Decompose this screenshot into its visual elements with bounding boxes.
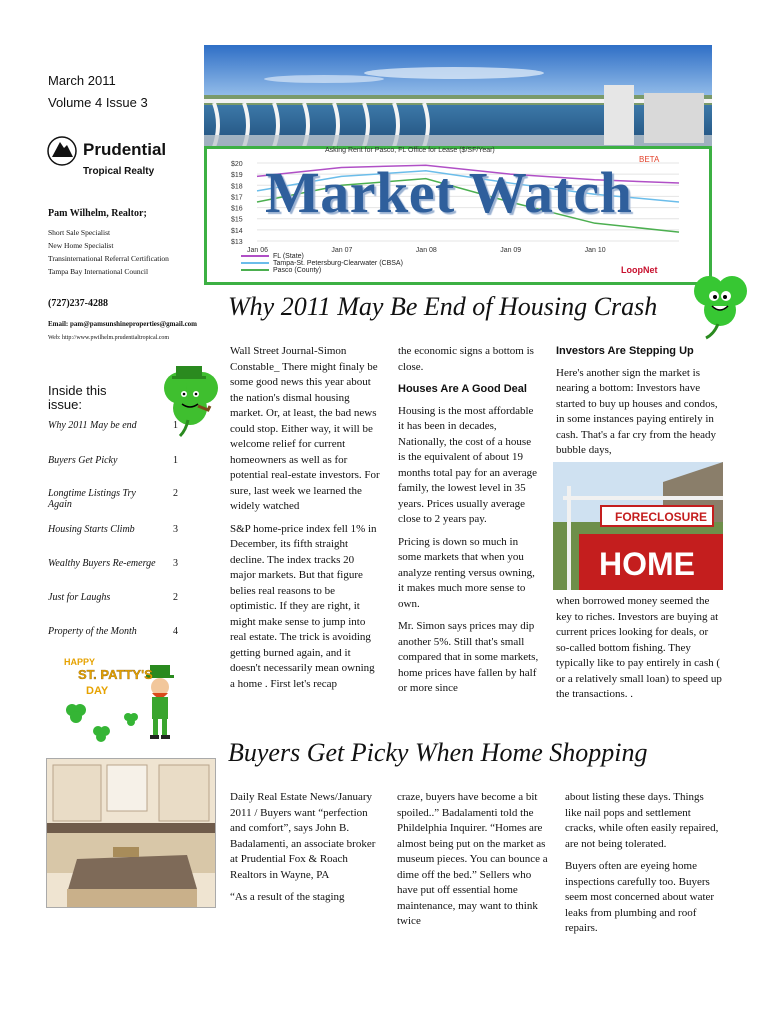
foreclosure-sign-text: FORECLOSURE — [615, 510, 708, 524]
y-tick-label: $14 — [231, 227, 243, 235]
prudential-logo — [47, 134, 177, 184]
chart-title: Asking Rent for Pasco, FL Office for Lease ($/SF/Year) — [325, 147, 495, 154]
specialty-item: Short Sale Specialist — [48, 228, 111, 237]
article1-paragraph: Housing is the most affordable it has been in decades, Nationally, the cost of a house is the equivalent of about 19 months total pay for an average family, the lowest level in 35 years. Prices usually average close to 2 years pay. — [398, 404, 537, 525]
masthead-title: Market Watch — [265, 160, 633, 225]
toc-title: Wealthy Buyers Re-emerge — [48, 558, 156, 569]
patty-line2: ST. PATTY'S — [78, 667, 153, 682]
article1-column2 — [398, 344, 540, 704]
y-tick-label: $19 — [231, 172, 243, 180]
chart-panel — [204, 146, 712, 285]
realtor-name: Pam Wilhelm, Realtor; — [48, 208, 147, 219]
y-tick-label: $17 — [231, 194, 243, 202]
article1-paragraph: Pricing is down so much in some markets that when you analyze renting versus owning, it makes much more sense to own. — [398, 535, 535, 610]
toc-title: Property of the Month — [48, 626, 137, 637]
article2-paragraph: craze, buyers have become a bit spoiled..” Badalamenti told the Phildelphia Inquirer. “Homes are almost being put on the market as museum pieces. You can bounce a dime off the bed.” Sellers who have put off essential home maintenance, may want to think twice — [397, 791, 548, 927]
article2-paragraph: Buyers often are eyeing home inspections carefully too. Buyers seem most concerned about water leaks from plumbing and roof repairs. — [565, 860, 715, 934]
toc-page: 1 — [173, 420, 178, 431]
x-tick-label: Jan 06 — [247, 247, 269, 254]
article2-column2 — [397, 790, 549, 937]
patty-line3: DAY — [86, 685, 109, 697]
specialty-item: Tampa Bay International Council — [48, 267, 149, 276]
rock-icon — [47, 136, 79, 166]
toc-page: 4 — [173, 626, 178, 637]
masthead — [204, 45, 712, 285]
toc-title: Longtime Listings Try Again — [48, 488, 136, 510]
kitchen-graphic — [47, 759, 215, 907]
specialty-item: Transinternational Referral Certification — [48, 254, 169, 263]
toc-item[interactable] — [48, 524, 178, 535]
issue-info — [48, 70, 148, 114]
specialty-item: New Home Specialist — [48, 241, 114, 250]
x-tick-label: Jan 08 — [415, 247, 437, 254]
article1-paragraph: the economic signs a bottom is close. — [398, 345, 534, 373]
logo-subtitle: Tropical Realty — [83, 166, 155, 177]
logo-name: Prudential — [83, 140, 167, 159]
article2-paragraph: “As a result of the staging — [230, 891, 345, 903]
toc-page: 2 — [173, 488, 178, 499]
toc-page: 1 — [173, 455, 178, 466]
article1-subheading: Investors Are Stepping Up — [556, 345, 694, 357]
specialties-list — [48, 226, 169, 278]
toc-item[interactable] — [48, 420, 178, 431]
phone-number: (727)237-4288 — [48, 298, 108, 309]
article1-paragraph: S&P home-price index fell 1% in December, its fifth straight decline. The index tracks 20 major markets. But that figure belies real reasons to be optimistic. If they are right, it might make sense to jump into real estate. The trick is avoiding getting burned again, and it doesn't necessarily mean owning a home . First let's recap — [230, 522, 377, 690]
patty-line1: HAPPY — [64, 657, 96, 667]
email-link[interactable]: Email: pam@pamsunshineproperties@gmail.com — [48, 320, 198, 328]
toc-title: Housing Starts Climb — [48, 524, 135, 535]
website-link[interactable]: Web: http://www.pwilhelm.prudentialtropical.com — [48, 335, 170, 341]
article2-paragraph: about listing these days. Things like nail pops and settlement cracks, while often easily repaired, are not being tolerated. — [565, 791, 719, 850]
article1-subheading: Houses Are A Good Deal — [398, 383, 527, 395]
article1-paragraph: Here's another sign the market is nearing a bottom: Investors have started to buy up houses and condos, in some instances paying entirely in cash. That's a far cry from the heady bubble days, — [556, 366, 718, 456]
toc-page: 3 — [173, 524, 178, 535]
issue-date: March 2011 — [48, 73, 116, 88]
toc-item[interactable] — [48, 626, 178, 637]
toc-title: Why 2011 May be end — [48, 420, 137, 431]
article1-paragraph: Mr. Simon says prices may dip another 5%. Still that's small compared that in some markets, home prices have fallen by half or more since — [398, 620, 539, 694]
y-tick-label: $13 — [231, 239, 243, 246]
toc-item[interactable] — [48, 488, 178, 510]
issue-volume: Volume 4 Issue 3 — [48, 95, 148, 110]
article2-column3 — [565, 790, 723, 944]
y-tick-label: $20 — [231, 161, 243, 168]
article2-column1 — [230, 790, 380, 913]
article1-column1 — [230, 344, 380, 699]
toc-title: Buyers Get Picky — [48, 455, 118, 466]
article2-title: Buyers Get Picky When Home Shopping — [228, 738, 648, 767]
inside-issue-title: Inside this issue: — [48, 383, 107, 412]
toc-item[interactable] — [48, 592, 178, 603]
article1-paragraph: Wall Street Journal-Simon Constable_ There might finaly be some good news this year about the nation's dismal housing market. Or, at least, the bad news could stop. Either way, it will be welcome relief for current homeowners as well as for potential real-estate investors. For sure, last week we learned the widely watched — [230, 345, 380, 512]
home-sign-text: HOME — [599, 546, 695, 582]
x-tick-label: Jan 07 — [331, 247, 353, 254]
st-pattys-graphic — [58, 655, 183, 743]
toc-item[interactable] — [48, 558, 178, 569]
toc-title: Just for Laughs — [48, 592, 111, 603]
toc-page: 3 — [173, 558, 178, 569]
legend — [241, 253, 403, 274]
legend-item: Pasco (County) — [241, 267, 403, 274]
y-tick-label: $15 — [231, 216, 243, 224]
x-tick-label: Jan 09 — [500, 247, 522, 254]
y-tick-label: $16 — [231, 205, 243, 213]
legend-item: Tampa-St. Petersburg-Clearwater (CBSA) — [241, 260, 403, 267]
toc-item[interactable] — [48, 455, 178, 466]
waterfront-photo — [204, 45, 712, 149]
foreclosure-photo — [553, 462, 723, 590]
article2-paragraph: Daily Real Estate News/January 2011 / Buyers want “perfection and comfort”, says John B. Badalamenti, an associate broker at Prudential Fox & Roach Realtors in Wayne, PA — [230, 791, 376, 881]
loopnet-logo: LoopNet — [621, 265, 658, 275]
article1-title: Why 2011 May Be End of Housing Crash — [228, 292, 658, 321]
beta-label: BETA — [639, 155, 660, 164]
x-tick-label: Jan 10 — [584, 247, 606, 254]
kitchen-photo — [46, 758, 216, 908]
toc-page: 2 — [173, 592, 178, 603]
legend-item: FL (State) — [241, 253, 403, 260]
article1-column3-cont — [556, 594, 722, 710]
article1-column3 — [556, 344, 722, 466]
smiling-shamrock-icon — [688, 268, 754, 340]
article1-paragraph: when borrowed money seemed the key to riches. Investors are buying at current prices looking for deals, or so-called bottom fishing. They typically like to pay entirely in cash ( or a relatively small loan) to speed up the transactions. . — [556, 595, 722, 700]
y-tick-label: $18 — [231, 183, 243, 191]
